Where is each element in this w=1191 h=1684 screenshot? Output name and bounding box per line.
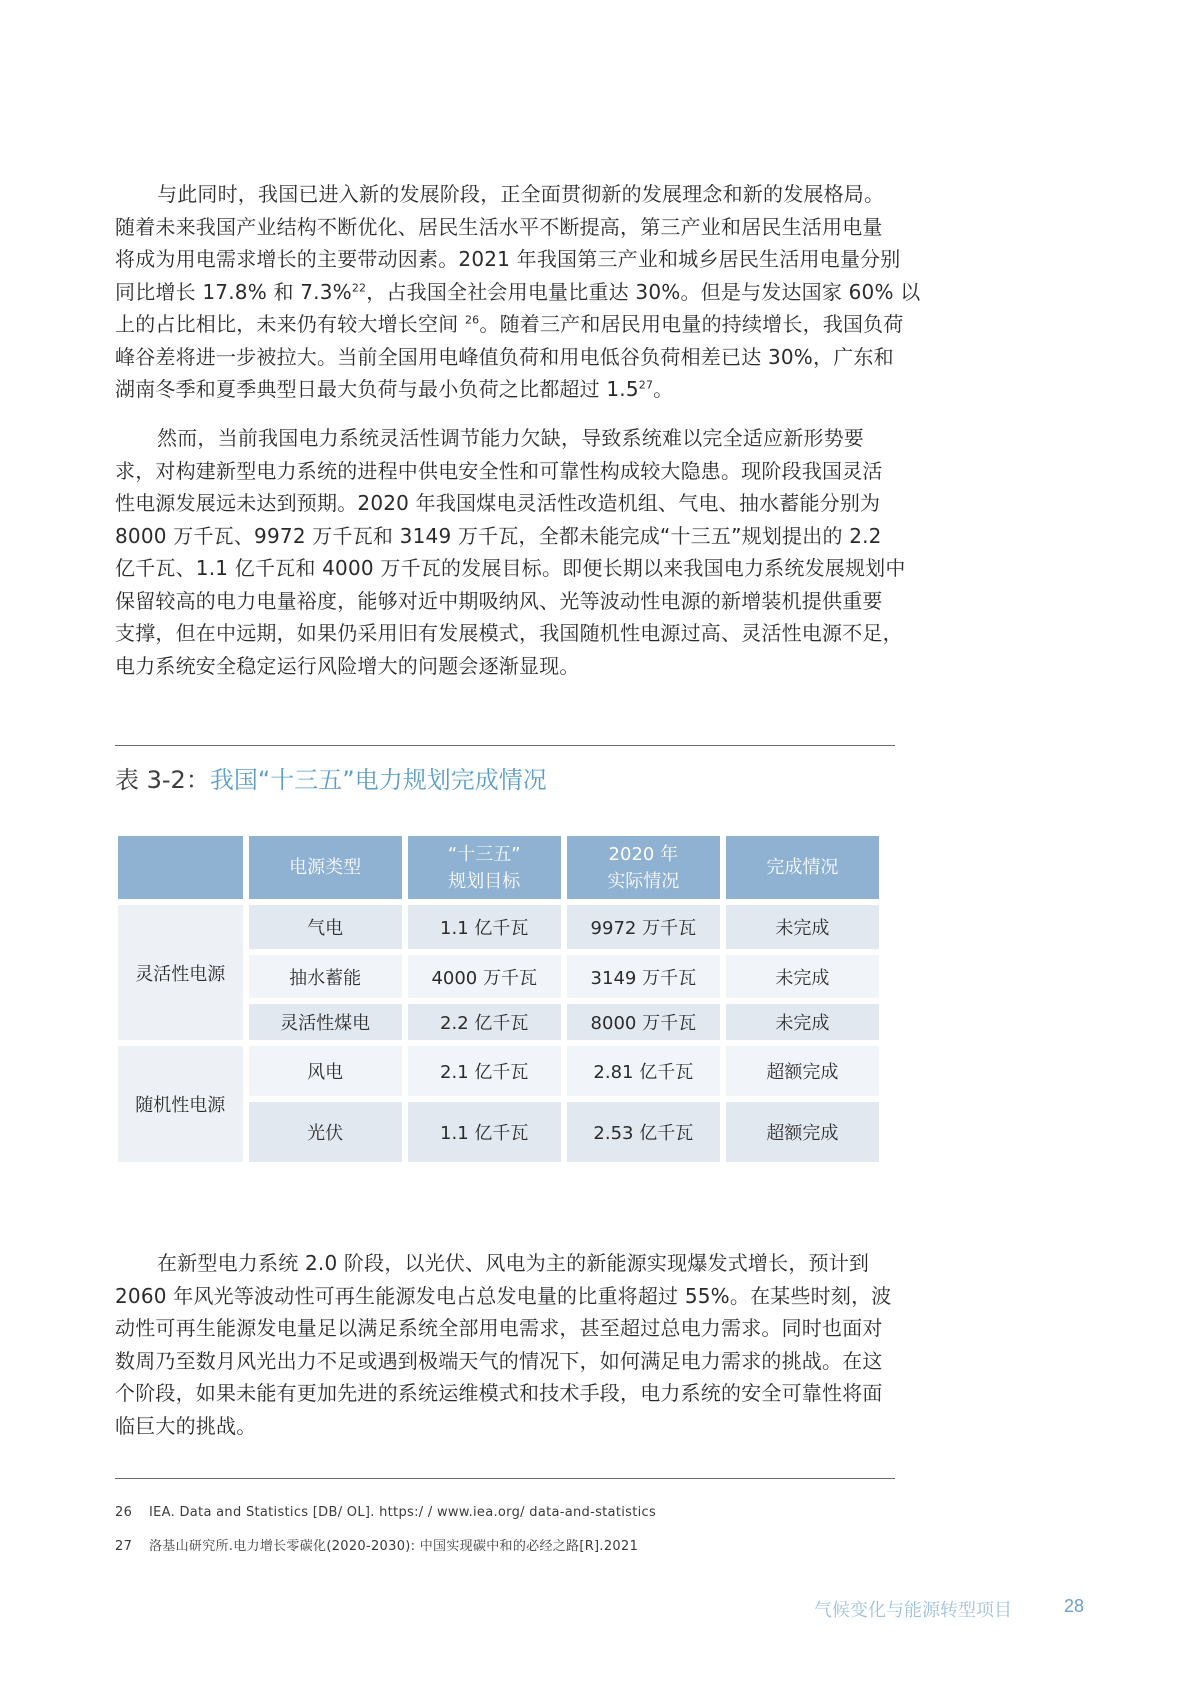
footnote-text: 洛基山研究所.电力增长零碳化(2020-2030): 中国实现碳中和的必经之路[R].2021 xyxy=(149,1539,639,1554)
text-line: 性电源发展远未达到预期。2020 年我国煤电灵活性改造机组、气电、抽水蓄能分别为 xyxy=(115,491,881,515)
footnote-ref-26: 26 xyxy=(464,313,480,327)
header-actual-line2: 实际情况 xyxy=(607,870,680,892)
header-target xyxy=(408,836,561,899)
cell-status: 未完成 xyxy=(726,1004,879,1040)
group-random: 随机性电源 xyxy=(118,1046,243,1162)
text-segment: 。随着三产和居民用电量的持续增长，我国负荷 xyxy=(479,312,904,336)
text-line xyxy=(115,373,895,406)
cell-actual: 9972 万千瓦 xyxy=(567,905,720,949)
cell-actual: 3149 万千瓦 xyxy=(567,955,720,998)
text-line: 求，对构建新型电力系统的进程中供电安全性和可靠性构成较大隐患。现阶段我国灵活 xyxy=(115,458,883,483)
header-target-line1: “十三五” xyxy=(447,843,521,865)
cell-type: 气电 xyxy=(249,905,402,949)
plan-completion-table xyxy=(112,830,885,1168)
header-actual xyxy=(567,836,720,899)
text-line: 在新型电力系统 2.0 阶段，以光伏、风电为主的新能源实现爆发式增长，预计到 xyxy=(157,1251,870,1275)
footnote-text: IEA. Data and Statistics [DB/ OL]. https:/ / www.iea.org/ data-and-statistics xyxy=(149,1505,657,1520)
table-number: 表 3-2： xyxy=(115,766,210,794)
table-row xyxy=(118,905,879,949)
footnote-ref-27: 27 xyxy=(638,378,654,392)
cell-actual: 2.81 亿千瓦 xyxy=(567,1046,720,1096)
text-segment: 湖南冬季和夏季典型日最大负荷与最小负荷之比都超过 1.5 xyxy=(115,377,639,401)
text-line: 与此同时，我国已进入新的发展阶段，正全面贯彻新的发展理念和新的发展格局。 xyxy=(157,182,885,206)
text-line: 个阶段，如果未能有更加先进的系统运维模式和技术手段，电力系统的安全可靠性将面 xyxy=(115,1381,883,1405)
table-row xyxy=(118,1046,879,1096)
cell-type: 抽水蓄能 xyxy=(249,955,402,998)
table-caption: 我国“十三五”电力规划完成情况 xyxy=(209,766,547,794)
header-actual-line1: 2020 年 xyxy=(608,843,679,865)
text-line: 峰谷差将进一步被拉大。当前全国用电峰值负荷和用电低谷负荷相差已达 30%，广东和 xyxy=(115,344,894,369)
cell-status: 超额完成 xyxy=(726,1102,879,1162)
text-line: 数周乃至数月风光出力不足或遇到极端天气的情况下，如何满足电力需求的挑战。在这 xyxy=(115,1348,883,1373)
text-line: 将成为用电需求增长的主要带动因素。2021 年我国第三产业和城乡居民生活用电量分别 xyxy=(115,247,901,271)
table-header-row xyxy=(118,836,879,899)
group-flexible: 灵活性电源 xyxy=(118,905,243,1040)
text-line xyxy=(115,308,904,341)
text-line: 8000 万千瓦、9972 万千瓦和 3149 万千瓦，全都未能完成“十三五”规划提出的 2.2 xyxy=(115,523,882,548)
cell-target: 2.2 亿千瓦 xyxy=(408,1004,561,1040)
paragraph-demand-growth xyxy=(115,178,921,406)
cell-status: 未完成 xyxy=(726,955,879,998)
footnote-26 xyxy=(115,1505,656,1520)
cell-actual: 8000 万千瓦 xyxy=(567,1004,720,1040)
cell-status: 未完成 xyxy=(726,905,879,949)
cell-target: 2.1 亿千瓦 xyxy=(408,1046,561,1096)
paragraph-flexibility-shortfall xyxy=(115,422,906,682)
cell-type: 光伏 xyxy=(249,1102,402,1162)
cell-target: 1.1 亿千瓦 xyxy=(408,905,561,949)
text-line: 随着未来我国产业结构不断优化、居民生活水平不断提高，第三产业和居民生活用电量 xyxy=(115,214,883,239)
text-segment: 。 xyxy=(653,377,674,401)
text-line: 动性可再生能源发电量足以满足系统全部用电需求，甚至超过总电力需求。同时也面对 xyxy=(115,1316,883,1340)
header-target-line2: 规划目标 xyxy=(448,870,521,892)
cell-target: 1.1 亿千瓦 xyxy=(408,1102,561,1162)
cell-type: 灵活性煤电 xyxy=(249,1004,402,1040)
table-top-divider xyxy=(115,745,895,746)
cell-status: 超额完成 xyxy=(726,1046,879,1096)
paragraph-system-2-0 xyxy=(115,1247,895,1442)
page-number: 28 xyxy=(1064,1596,1085,1616)
header-type: 电源类型 xyxy=(249,836,402,899)
text-line: 电力系统安全稳定运行风险增大的问题会逐渐显现。 xyxy=(115,653,580,678)
footer-project-label: 气候变化与能源转型项目 xyxy=(814,1600,1012,1621)
text-line: 然而，当前我国电力系统灵活性调节能力欠缺，导致系统难以完全适应新形势要 xyxy=(157,426,864,450)
text-line: 保留较高的电力电量裕度，能够对近中期吸纳风、光等波动性电源的新增装机提供重要 xyxy=(115,588,883,613)
cell-type: 风电 xyxy=(249,1046,402,1096)
header-status: 完成情况 xyxy=(726,836,879,899)
text-segment: 同比增长 17.8% 和 7.3% xyxy=(115,279,352,304)
header-group-cell xyxy=(118,836,243,899)
footnote-number: 27 xyxy=(115,1539,133,1554)
footnote-number: 26 xyxy=(115,1505,133,1520)
footnote-divider xyxy=(115,1478,895,1479)
text-line: 临巨大的挑战。 xyxy=(115,1413,257,1438)
text-line xyxy=(115,276,921,309)
cell-target: 4000 万千瓦 xyxy=(408,955,561,998)
text-segment: ，占我国全社会用电量比重达 30%。但是与发达国家 60% 以 xyxy=(366,279,921,304)
cell-actual: 2.53 亿千瓦 xyxy=(567,1102,720,1162)
text-segment: 上的占比相比，未来仍有较大增长空间 xyxy=(115,312,465,336)
text-line: 亿千瓦、1.1 亿千瓦和 4000 万千瓦的发展目标。即便长期以来我国电力系统发展规划中 xyxy=(115,556,906,580)
text-line: 2060 年风光等波动性可再生能源发电占总发电量的比重将超过 55%。在某些时刻，波 xyxy=(115,1283,892,1308)
text-line: 支撑，但在中远期，如果仍采用旧有发展模式，我国随机性电源过高、灵活性电源不足， xyxy=(115,621,903,645)
table-title xyxy=(115,763,547,797)
footnote-ref-22: 22 xyxy=(351,280,367,294)
footnote-27 xyxy=(115,1535,638,1554)
